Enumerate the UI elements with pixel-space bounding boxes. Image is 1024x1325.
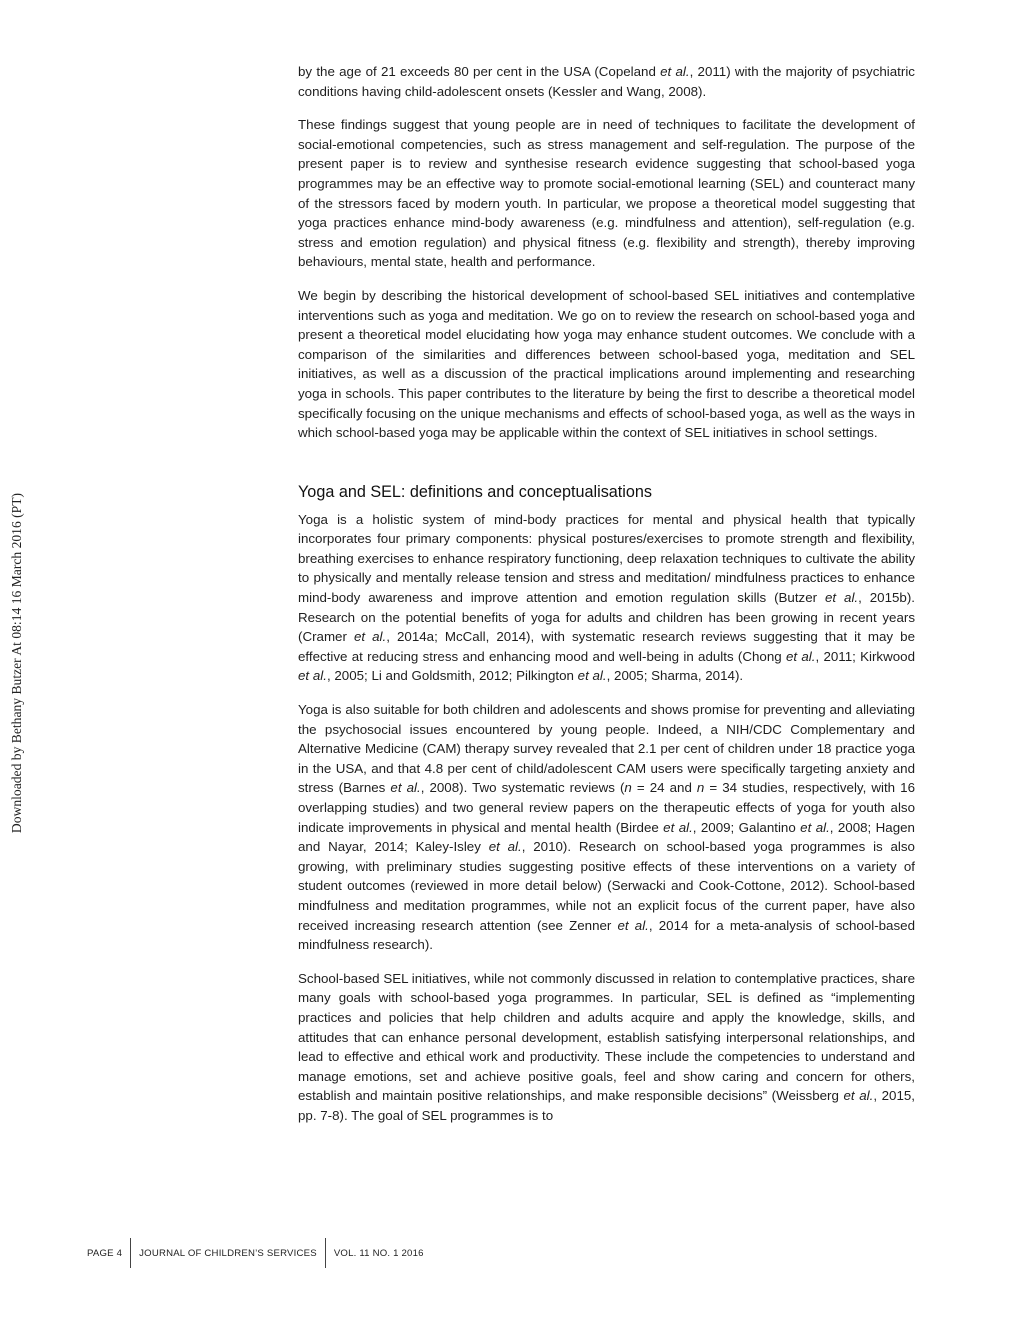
italic-text: et al.: [843, 1088, 874, 1104]
paragraph-text: by the age of 21 exceeds 80 per cent in the USA (Copeland: [298, 64, 661, 79]
body-paragraph: [298, 700, 915, 955]
paragraph-text: , 2014 for a meta-analysis of school-based mindfulness research).: [298, 917, 915, 953]
paragraph-text: Yoga is also suitable for both children and adolescents and shows promise for preventing and alleviating the psychosocial issues encountered by young people. Indeed, a NIH/CDC Complementary and Alternative Medicine (CAM) therapy survey revealed that 2.1 per cent of children under 18 practice yoga in the USA, and that 4.8 per cent of child/adolescent CAM users were specifically targeting anxiety and stress (Barnes: [298, 702, 915, 796]
italic-text: et al.: [800, 819, 830, 835]
paragraph-text: These findings suggest that young people are in need of techniques to facilitate the development of social-emotional competencies, such as stress management and self-regulation. The purpose of the present paper is to review and synthesise research evidence suggesting that school-based yoga programmes may be an effective way to promote social-emotional learning (SEL) and counteract many of the stressors faced by modern youth. In particular, we propose a theoretical model suggesting that yoga practices enhance mind-body awareness (e.g. mindfulness and attention), self-regulation (e.g. stress and emotion regulation) and physical fitness (e.g. flexibility and strength), thereby improving behaviours, mental state, health and performance.: [298, 117, 915, 270]
italic-text: et al.: [663, 819, 693, 835]
body-paragraph: [298, 969, 915, 1126]
download-stamp-text: Downloaded by Bethany Butzer At 08:14 16 March 2016 (PT): [9, 492, 25, 833]
italic-text: et al.: [617, 917, 649, 933]
download-stamp: [0, 490, 34, 835]
paragraph-text: We begin by describing the historical development of school-based SEL initiatives and contemplative interventions such as yoga and meditation. We go on to review the research on school-based yoga and present a theoretical model elucidating how yoga may enhance student outcomes. We conclude with a comparison of the similarities and differences between school-based yoga, meditation and SEL initiatives, as well as a discussion of the practical implications around implementing and researching yoga in schools. This paper contributes to the literature by being the first to describe a theoretical model specifically focusing on the unique mechanisms and effects of school-based yoga, as well as the ways in which school-based yoga may be applicable within the context of SEL initiatives in school settings.: [298, 287, 915, 441]
intro-paragraphs: [298, 62, 915, 443]
paragraph-text: , 2015b). Research on the potential benefits of yoga for adults and children has been growing in recent years (Cramer: [298, 590, 915, 645]
article-body: [298, 62, 915, 1126]
italic-text: n: [624, 780, 632, 796]
paragraph-text: , 2011; Kirkwood: [815, 648, 916, 664]
italic-text: et al.: [785, 648, 816, 664]
italic-text: et al.: [298, 668, 327, 684]
body-paragraph: [298, 115, 915, 272]
body-paragraph: [298, 286, 915, 443]
section-paragraphs: [298, 510, 915, 1126]
paragraph-text: , 2005; Li and Goldsmith, 2012; Pilkington: [326, 668, 578, 684]
paragraph-text: School-based SEL initiatives, while not commonly discussed in relation to contemplative practices, share many goals with school-based yoga programmes. In particular, SEL is defined as “implementing practices and policies that help children and adults acquire and apply the knowledge, skills, and attitudes that can enhance personal development, establish satisfying interpersonal relationships, and lead to effective and ethical work and productivity. These include the competencies to understand and manage emotions, set and achieve positive goals, feel and show caring and concern for others, establish and maintain positive relationships, and make responsible decisions” (Weissberg: [298, 970, 915, 1104]
paragraph-text: Yoga is a holistic system of mind-body practices for mental and physical health that typically incorporates four primary components: physical postures/exercises to promote strength and flexibility, breathing exercises to enhance respiratory functioning, deep relaxation techniques to cultivate the ability to physically and mentally release tension and stress and meditation/ mindfulness practices to enhance mind-body awareness and improve attention and emotion regulation skills (Butzer: [298, 511, 915, 606]
italic-text: et al.: [660, 64, 690, 79]
section-heading: Yoga and SEL: definitions and conceptualisations: [298, 482, 652, 501]
body-paragraph: [298, 510, 915, 686]
paragraph-text: = 24 and: [631, 780, 697, 796]
italic-text: n: [696, 780, 705, 796]
footer-divider: [130, 1238, 131, 1268]
italic-text: et al.: [488, 839, 522, 855]
paragraph-text: , 2008; Hagen and Nayar, 2014; Kaley-Isley: [298, 819, 915, 855]
paragraph-text: , 2005; Sharma, 2014).: [606, 668, 744, 684]
page-footer: [87, 1238, 424, 1268]
paragraph-text: = 34 studies, respectively, with 16 overlapping studies) and two general review papers on the therapeutic effects of yoga for youth also indicate improvements in physical and mental health (Birdee: [298, 780, 915, 835]
italic-text: et al.: [390, 780, 421, 796]
paragraph-text: , 2009; Galantino: [692, 819, 801, 835]
footer-page-number: PAGE 4: [87, 1247, 123, 1259]
italic-text: et al.: [825, 590, 859, 606]
italic-text: et al.: [577, 668, 607, 684]
paragraph-text: , 2014a; McCall, 2014), with systematic research reviews suggesting that it may be effective at reducing stress and enhancing mood and well-being in adults (Chong: [298, 629, 915, 664]
paragraph-text: , 2010). Research on school-based yoga programmes is also growing, with preliminary studies suggesting positive effects of these interventions on a variety of student outcomes (reviewed in more detail below) (Serwacki and Cook-Cottone, 2012). School-based mindfulness and meditation programmes, while not an explicit focus of the current paper, have also received increasing research attention (see Zenner: [298, 839, 915, 933]
paragraph-text: , 2008). Two systematic reviews (: [420, 780, 625, 796]
footer-divider: [325, 1238, 326, 1268]
footer-journal-name: JOURNAL OF CHILDREN’S SERVICES: [139, 1247, 317, 1259]
body-paragraph: [298, 62, 915, 101]
footer-volume: VOL. 11 NO. 1 2016: [333, 1247, 424, 1259]
italic-text: et al.: [353, 629, 387, 645]
paragraph-text: , 2015, pp. 7-8). The goal of SEL programmes is to: [298, 1088, 915, 1123]
paragraph-text: , 2011) with the majority of psychiatric conditions having child-adolescent onsets (Kessler and Wang, 2008).: [298, 64, 915, 99]
